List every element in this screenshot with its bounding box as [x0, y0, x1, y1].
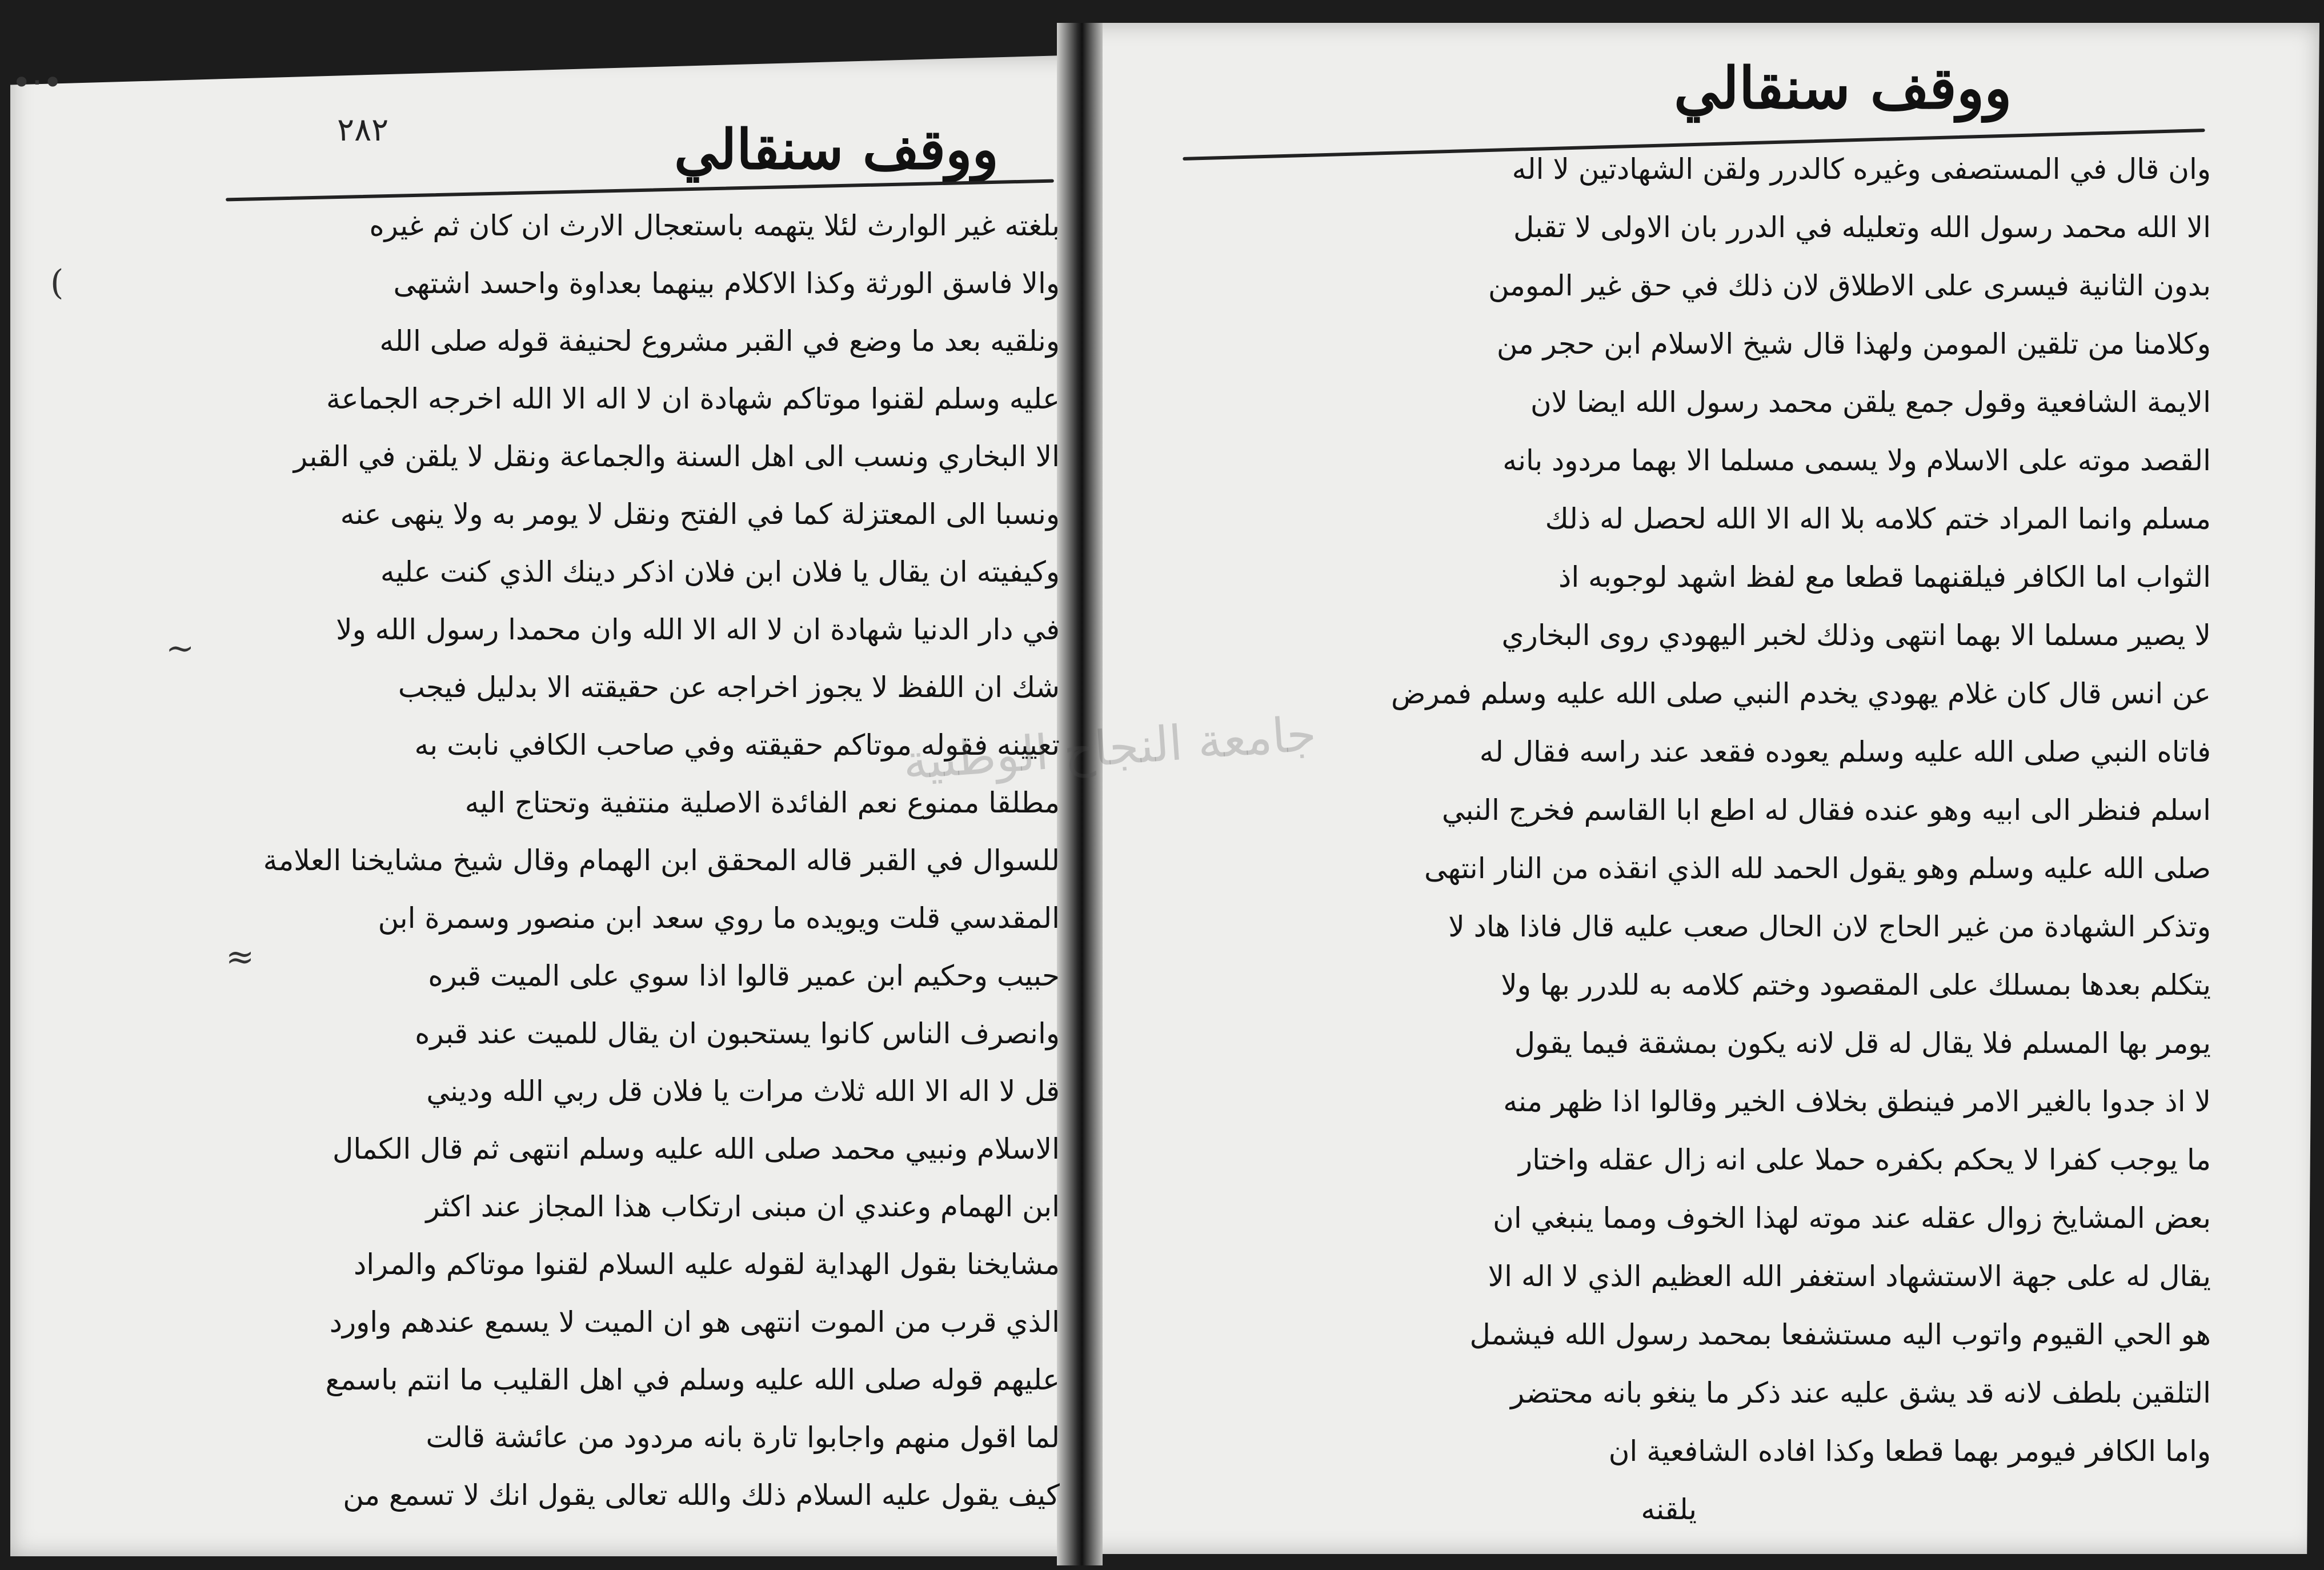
text-line: هو الحي القيوم واتوب اليه مستشفعا بمحمد رسول الله فيشمل [1469, 1318, 2211, 1351]
text-line: ابن الهمام وعندي ان مبنى ارتكاب هذا المجاز عند اكثر [426, 1190, 1060, 1223]
text-line: وكيفيته ان يقال يا فلان ابن فلان اذكر دينك الذي كنت عليه [380, 555, 1060, 588]
margin-tick: ≈ [226, 937, 255, 977]
text-line: لا يصير مسلما الا بهما انتهى وذلك لخبر اليهودي روى البخاري [1501, 619, 2211, 652]
text-line: عن انس قال كان غلام يهودي يخدم النبي صلى الله عليه وسلم فمرض [1391, 677, 2211, 710]
text-line: الثواب اما الكافر فيلقنهما قطعا مع لفظ اشهد لوجوبه اذ [1558, 560, 2211, 594]
text-line: وتذكر الشهادة من غير الحاج لان الحال صعب عليه قال فاذا هاد لا [1448, 910, 2211, 943]
text-line: الايمة الشافعية وقول جمع يلقن محمد رسول الله ايضا لان [1530, 386, 2211, 419]
text-line: بعض المشايخ زوال عقله عند موته لهذا الخوف ومما ينبغي ان [1493, 1201, 2211, 1235]
text-line: مشايخنا بقول الهداية لقوله عليه السلام لقنوا موتاكم والمراد [354, 1248, 1060, 1281]
text-line: الا البخاري ونسب الى اهل السنة والجماعة ونقل لا يلقن في القبر [293, 440, 1060, 473]
text-line: يلقنه [1641, 1493, 1697, 1526]
text-line: بدون الثانية فيسرى على الاطلاق لان ذلك في حق غير المومن [1488, 269, 2211, 302]
text-line: واما الكافر فيومر بهما قطعا وكذا افاده الشافعية ان [1608, 1435, 2211, 1468]
library-watermark: جامعة النجاح الوطنية [901, 705, 1319, 791]
right-page-text [1148, 140, 2211, 1539]
text-line: شك ان اللفظ لا يجوز اخراجه عن حقيقته الا بدليل فيجب [398, 671, 1060, 704]
text-line: قل لا اله الا الله ثلاث مرات يا فلان قل ربي الله وديني [426, 1075, 1060, 1108]
text-line: ونلقيه بعد ما وضع في القبر مشروع لحنيفة قوله صلى الله [379, 325, 1060, 358]
text-line: لما اقول منهم واجابوا تارة بانه مردود من عائشة قالت [426, 1421, 1060, 1454]
margin-tick: ∼ [166, 628, 195, 668]
text-line: مسلم وانما المراد ختم كلامه بلا اله الا الله لحصل له ذلك [1545, 502, 2211, 535]
text-line: عليهم قوله صلى الله عليه وسلم في اهل القليب ما انتم باسمع [325, 1363, 1060, 1396]
text-line: القصد موته على الاسلام ولا يسمى مسلما الا بهما مردود بانه [1502, 444, 2211, 477]
text-line: في دار الدنيا شهادة ان لا اله الا الله وان محمدا رسول الله ولا [336, 613, 1060, 646]
margin-tick: ( [50, 263, 64, 303]
text-line: والا فاسق الورثة وكذا الاكلام بينهما بعداوة واحسد اشتهى [393, 267, 1060, 300]
text-line: وكلامنا من تلقين المومن ولهذا قال شيخ الاسلام ابن حجر من [1496, 327, 2211, 361]
left-page-text [226, 197, 1060, 1524]
text-line: لا اذ جدوا بالغير الامر فينطق بخلاف الخير وقالوا اذا ظهر منه [1503, 1085, 2211, 1118]
edge-scribble: •⋅• [11, 63, 63, 103]
text-line: وان قال في المستصفى وغيره كالدرر ولقن الشهادتين لا اله [1512, 153, 2211, 186]
text-line: فاتاه النبي صلى الله عليه وسلم يعوده فقعد عند راسه فقال له [1479, 735, 2211, 768]
page-header-catchword: ووقف سنقالي [674, 117, 999, 182]
text-line: يومر بها المسلم فلا يقال له قل لانه يكون بمشقة فيما يقول [1514, 1027, 2211, 1060]
text-line: للسوال في القبر قاله المحقق ابن الهمام وقال شيخ مشايخنا العلامة [263, 844, 1060, 877]
text-line: مطلقا ممنوع نعم الفائدة الاصلية منتفية وتحتاج اليه [464, 786, 1060, 819]
text-line: الاسلام ونبيي محمد صلى الله عليه وسلم انتهى ثم قال الكمال [332, 1132, 1060, 1166]
page-number: ٢٨٢ [337, 111, 389, 149]
page-header-catchword: ووقف سنقالي [1674, 54, 2012, 122]
book-gutter [1057, 23, 1103, 1565]
text-line: ما يوجب كفرا لا يحكم بكفره حملا على انه زال عقله واختار [1518, 1143, 2211, 1176]
text-line: عليه وسلم لقنوا موتاكم شهادة ان لا اله الا الله اخرجه الجماعة [326, 382, 1060, 415]
text-line: اسلم فنظر الى ابيه وهو عنده فقال له اطع ابا القاسم فخرج النبي [1441, 794, 2211, 827]
text-line: صلى الله عليه وسلم وهو يقول الحمد لله الذي انقذه من النار انتهى [1424, 852, 2211, 885]
text-line: الذي قرب من الموت انتهى هو ان الميت لا يسمع عندهم واورد [329, 1305, 1060, 1339]
text-line: بلغته غير الوارث لئلا يتهمه باستعجال الارث ان كان ثم غيره [369, 209, 1060, 242]
text-line: يقال له على جهة الاستشهاد استغفر الله العظيم الذي لا اله الا [1488, 1260, 2211, 1293]
text-line: يتكلم بعدها بمسلك على المقصود وختم كلامه به للدرر بها ولا [1501, 968, 2211, 1002]
text-line: التلقين بلطف لانه قد يشق عليه عند ذكر ما ينغو بانه محتضر [1510, 1376, 2211, 1409]
text-line: المقدسي قلت ويويده ما روي سعد ابن منصور وسمرة ابن [378, 902, 1060, 935]
text-line: كيف يقول عليه السلام ذلك والله تعالى يقول انك لا تسمع من [343, 1479, 1060, 1512]
text-line: حبيب وحكيم ابن عمير قالوا اذا سوي على الميت قبره [428, 959, 1060, 992]
text-line: ونسبا الى المعتزلة كما في الفتح ونقل لا يومر به ولا ينهى عنه [340, 498, 1060, 531]
text-line: تعيينه فقوله موتاكم حقيقته وفي صاحب الكافي نابت به [414, 728, 1060, 762]
text-line: وانصرف الناس كانوا يستحبون ان يقال للميت عند قبره [415, 1017, 1060, 1050]
text-line: الا الله محمد رسول الله وتعليله في الدرر بان الاولى لا تقبل [1513, 211, 2211, 244]
